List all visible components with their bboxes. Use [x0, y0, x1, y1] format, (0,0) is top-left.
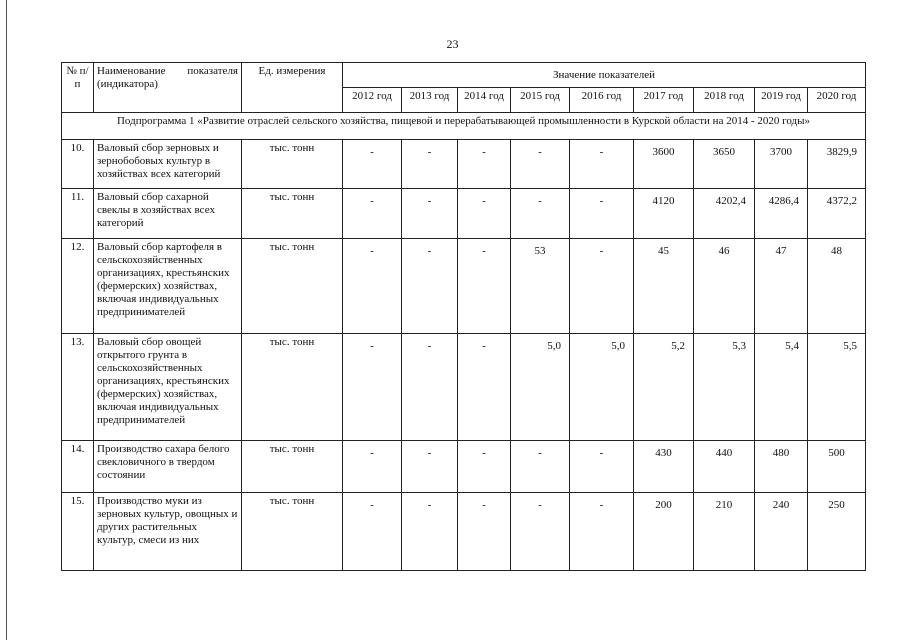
year-cell: 2012 год [343, 88, 402, 113]
row-name: Валовый сбор картофеля в сельскохозяйственных организациях, крестьянских (фермерских) хозяйствах, включая индивидуальных предпринимателей [94, 239, 242, 334]
row-value: - [511, 493, 570, 571]
row-value: 500 [808, 441, 866, 493]
row-name: Валовый сбор зерновых и зернобобовых культур в хозяйствах всех категорий [94, 140, 242, 189]
table-row [62, 189, 866, 239]
header-name-part2: показателя [187, 65, 238, 77]
row-value: 5,4 [755, 334, 808, 441]
year-cell: 2015 год [511, 88, 570, 113]
row-num: 12. [62, 239, 94, 334]
row-value: 3600 [634, 140, 694, 189]
row-value: 250 [808, 493, 866, 571]
header-name-part1: Наименование [97, 65, 166, 77]
header-num: № п/п [62, 63, 94, 113]
subprogram-row [62, 113, 866, 140]
row-value: 3829,9 [808, 140, 866, 189]
row-value: 4372,2 [808, 189, 866, 239]
row-value: 430 [634, 441, 694, 493]
header-values: Значение показателей [343, 63, 866, 88]
row-unit: тыс. тонн [242, 441, 343, 493]
row-value: 5,3 [694, 334, 755, 441]
row-value: - [402, 140, 458, 189]
row-num: 11. [62, 189, 94, 239]
row-value: 47 [755, 239, 808, 334]
row-num: 15. [62, 493, 94, 571]
row-unit: тыс. тонн [242, 189, 343, 239]
row-value: - [343, 140, 402, 189]
table-row [62, 441, 866, 493]
row-value: 4202,4 [694, 189, 755, 239]
year-cell: 2017 год [634, 88, 694, 113]
row-value: - [511, 441, 570, 493]
row-value: - [458, 334, 511, 441]
row-value: 5,0 [570, 334, 634, 441]
row-value: - [458, 189, 511, 239]
year-cell: 2014 год [458, 88, 511, 113]
subprogram-title: Подпрограмма 1 «Развитие отраслей сельского хозяйства, пищевой и перерабатывающей промышленности в Курской области на 2014 - 2020 годы» [62, 113, 866, 140]
row-value: 48 [808, 239, 866, 334]
row-unit: тыс. тонн [242, 334, 343, 441]
row-value: 5,0 [511, 334, 570, 441]
row-value: 46 [694, 239, 755, 334]
page-number: 23 [446, 37, 459, 51]
row-value: - [570, 441, 634, 493]
row-value: - [343, 441, 402, 493]
row-name: Производство сахара белого свекловичного в твердом состоянии [94, 441, 242, 493]
row-num: 10. [62, 140, 94, 189]
row-value: 5,2 [634, 334, 694, 441]
row-name: Валовый сбор овощей открытого грунта в сельскохозяйственных организациях, крестьянских (фермерских) хозяйствах, включая индивидуальных предпринимателей [94, 334, 242, 441]
row-value: - [343, 493, 402, 571]
table-row [62, 140, 866, 189]
row-value: - [343, 334, 402, 441]
row-value: - [570, 140, 634, 189]
header-row [62, 63, 866, 88]
row-value: 210 [694, 493, 755, 571]
row-value: 440 [694, 441, 755, 493]
row-value: - [402, 334, 458, 441]
year-cell: 2020 год [808, 88, 866, 113]
row-value: 4286,4 [755, 189, 808, 239]
row-value: - [511, 140, 570, 189]
row-value: - [570, 493, 634, 571]
row-name: Производство муки из зерновых культур, овощных и других растительных культур, смеси из них [94, 493, 242, 571]
row-num: 14. [62, 441, 94, 493]
table-row [62, 239, 866, 334]
row-value: 3700 [755, 140, 808, 189]
row-value: - [458, 441, 511, 493]
row-value: 480 [755, 441, 808, 493]
row-value: - [402, 441, 458, 493]
year-cell: 2019 год [755, 88, 808, 113]
row-value: - [402, 189, 458, 239]
indicators-table [61, 62, 866, 571]
row-name: Валовый сбор сахарной свеклы в хозяйствах всех категорий [94, 189, 242, 239]
row-value: - [343, 239, 402, 334]
row-value: 53 [511, 239, 570, 334]
table-row [62, 334, 866, 441]
row-num: 13. [62, 334, 94, 441]
row-value: - [458, 493, 511, 571]
year-cell: 2018 год [694, 88, 755, 113]
row-value: 3650 [694, 140, 755, 189]
year-cell: 2013 год [402, 88, 458, 113]
row-value: - [402, 239, 458, 334]
row-unit: тыс. тонн [242, 239, 343, 334]
row-value: - [570, 189, 634, 239]
header-unit: Ед. измерения [242, 63, 343, 113]
table-row [62, 493, 866, 571]
row-value: 200 [634, 493, 694, 571]
header-name [94, 63, 242, 113]
row-value: - [570, 239, 634, 334]
row-unit: тыс. тонн [242, 140, 343, 189]
row-value: - [402, 493, 458, 571]
row-value: - [343, 189, 402, 239]
row-value: 5,5 [808, 334, 866, 441]
row-value: 45 [634, 239, 694, 334]
year-cell: 2016 год [570, 88, 634, 113]
scan-edge [6, 0, 7, 640]
row-unit: тыс. тонн [242, 493, 343, 571]
header-name-part3: (индикатора) [97, 78, 158, 90]
row-value: 4120 [634, 189, 694, 239]
row-value: - [458, 239, 511, 334]
row-value: - [511, 189, 570, 239]
row-value: - [458, 140, 511, 189]
row-value: 240 [755, 493, 808, 571]
